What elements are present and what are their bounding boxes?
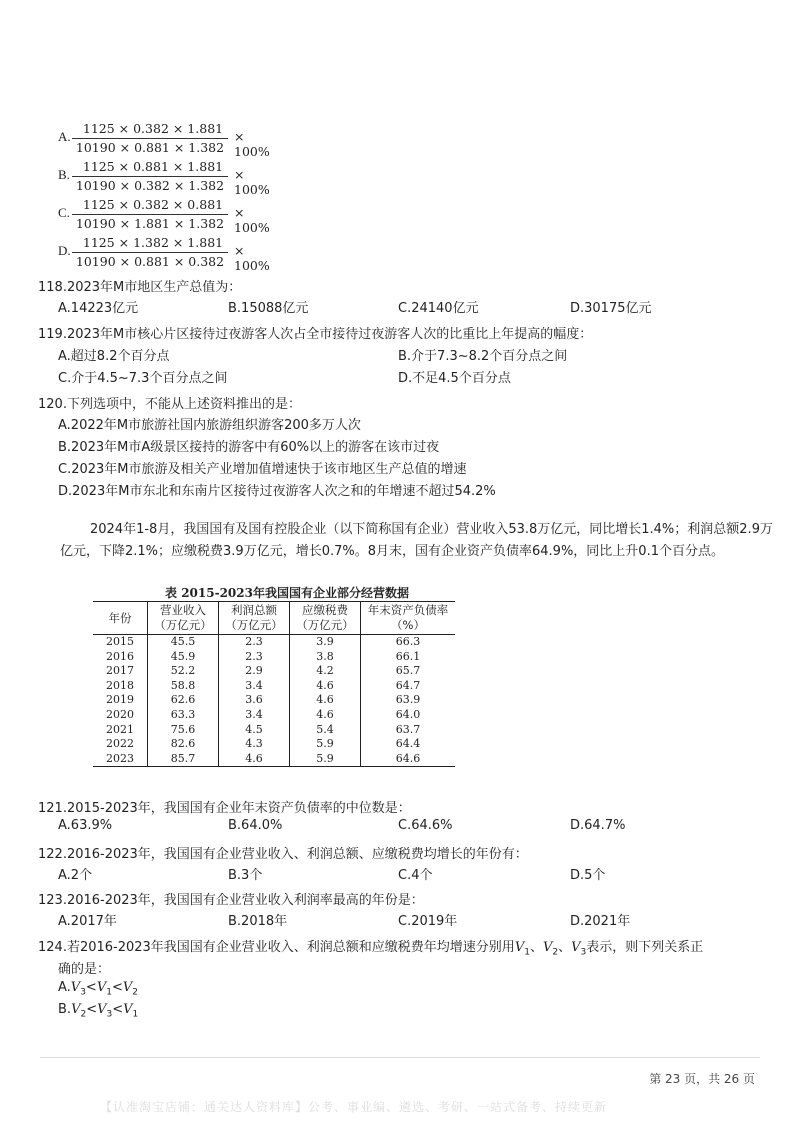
q121-option-c: C.64.6% bbox=[398, 818, 453, 833]
table-cell: 5.9 bbox=[290, 752, 361, 767]
question-122-stem: 122.2016-2023年，我国国有企业营业收入、利润总额、应缴税费均增长的年份有： bbox=[38, 847, 528, 862]
table-cell: 2015 bbox=[106, 635, 134, 648]
table-cell: 3.8 bbox=[290, 650, 361, 665]
table-cell: 45.9 bbox=[148, 650, 219, 665]
table-cell: 2016 bbox=[106, 649, 134, 663]
table-cell: 4.2 bbox=[290, 664, 361, 679]
table-row bbox=[93, 650, 455, 665]
table-cell: 4.3 bbox=[219, 737, 290, 752]
q124-option-b: $B.V_2<V_3<V_1$ bbox=[58, 1002, 139, 1020]
table-cell: 4.6 bbox=[219, 752, 290, 767]
header-year: 年份 bbox=[93, 602, 148, 635]
q118-option-d: D.30175亿元 bbox=[570, 301, 652, 316]
watermark: 【认准淘宝店铺：通关达人资料库】公考、事业编、遴选、考研、一站式备考、持续更新 bbox=[100, 1100, 608, 1114]
table-cell: 4.6 bbox=[290, 708, 361, 723]
question-119-stem: 119.2023年M市核心片区接待过夜游客人次占全市接待过夜游客人次的比重比上年提高的幅度： bbox=[38, 327, 593, 342]
q123-option-a: A.2017年 bbox=[58, 914, 117, 929]
q122-option-b: B.3个 bbox=[228, 868, 263, 883]
table-cell: 75.6 bbox=[148, 723, 219, 738]
table-cell: 45.5 bbox=[148, 635, 219, 650]
q122-option-d: D.5个 bbox=[570, 868, 606, 883]
table-cell: 82.6 bbox=[148, 737, 219, 752]
table-row bbox=[93, 679, 455, 694]
question-124-stem: 124.若2016-2023年我国国有企业营业收入、利润总额和应缴税费年均增速分别用$V_1$、$V_2$、$V_3$表示，则下列关系正 bbox=[38, 940, 704, 958]
table-row bbox=[93, 737, 455, 752]
question-121-stem: 121.2015-2023年，我国国有企业年末资产负债率的中位数是： bbox=[38, 801, 411, 816]
table-cell: 2023 bbox=[93, 752, 148, 767]
table-cell: 4.5 bbox=[219, 723, 290, 738]
q121-option-b: B.64.0% bbox=[228, 818, 283, 833]
q118-option-a: A.14223亿元 bbox=[58, 301, 139, 316]
table-cell: 3.4 bbox=[219, 708, 290, 723]
table-cell: 66.3 bbox=[361, 635, 456, 650]
q119-option-d: D.不足4.5个百分点 bbox=[398, 371, 511, 386]
header-profit: 利润总额 （万亿元） bbox=[219, 602, 290, 635]
table-cell: 64.4 bbox=[361, 737, 456, 752]
table-row bbox=[93, 664, 455, 679]
table-row bbox=[93, 708, 455, 723]
table-cell: 2.3 bbox=[219, 635, 290, 650]
q120-option-a: A.2022年M市旅游社国内旅游组织游客200多万人次 bbox=[58, 418, 361, 433]
q119-option-b: B.介于7.3~8.2个百分点之间 bbox=[398, 349, 568, 364]
table-cell: 2018 bbox=[106, 678, 134, 692]
table-cell: 62.6 bbox=[148, 693, 219, 708]
table-row bbox=[93, 752, 455, 767]
table-title: 表 2015-2023年我国国有企业部分经营数据 bbox=[165, 586, 409, 600]
q123-option-d: D.2021年 bbox=[570, 914, 631, 929]
table-cell: 2020 bbox=[106, 707, 134, 721]
q119-option-a: A.超过8.2个百分点 bbox=[58, 349, 170, 364]
table-row bbox=[93, 693, 455, 708]
header-debt-ratio: 年末资产负债率 （%） bbox=[361, 602, 456, 635]
data-table bbox=[93, 601, 455, 767]
q122-option-a: A.2个 bbox=[58, 868, 93, 883]
table-cell: 3.4 bbox=[219, 679, 290, 694]
q121-option-a: A.63.9% bbox=[58, 818, 113, 833]
table-cell: 52.2 bbox=[148, 664, 219, 679]
question-123-stem: 123.2016-2023年，我国国有企业营业收入利润率最高的年份是： bbox=[38, 893, 424, 908]
table-cell: 4.6 bbox=[290, 693, 361, 708]
passage-text: 2024年1-8月，我国国有及国有控股企业（以下简称国有企业）营业收入53.8万亿元，同比增长1.4%；利润总额2.9万亿元，下降2.1%；应缴税费3.9万亿元，增长0.7%。8月末，国有企业资产负债率64.9%，同比上升0.1个百分点。 bbox=[60, 522, 773, 559]
header-revenue: 营业收入 （万亿元） bbox=[148, 602, 219, 635]
header-tax: 应缴税费 （万亿元） bbox=[290, 602, 361, 635]
q118-option-b: B.15088亿元 bbox=[228, 301, 309, 316]
q124-option-a: $A.V_3<V_1<V_2$ bbox=[58, 980, 138, 998]
table-cell: 66.1 bbox=[361, 650, 456, 665]
table-cell: 63.3 bbox=[148, 708, 219, 723]
table-cell: 3.6 bbox=[219, 693, 290, 708]
table-cell: 2.9 bbox=[219, 664, 290, 679]
q119-option-c: C.介于4.5~7.3个百分点之间 bbox=[58, 371, 228, 386]
table-cell: 4.6 bbox=[290, 679, 361, 694]
table-cell: 85.7 bbox=[148, 752, 219, 767]
q121-option-d: D.64.7% bbox=[570, 818, 626, 833]
table-cell: 63.7 bbox=[361, 723, 456, 738]
table-cell: 64.7 bbox=[361, 679, 456, 694]
question-124-stem-line2: 确的是： bbox=[58, 962, 111, 977]
table-cell: 2019 bbox=[106, 693, 134, 707]
table-cell: 58.8 bbox=[148, 679, 219, 694]
q118-option-c: C.24140亿元 bbox=[398, 301, 479, 316]
q120-option-d: D.2023年M市东北和东南片区接待过夜游客人次之和的年增速不超过54.2% bbox=[58, 484, 496, 499]
table-cell: 2022 bbox=[106, 737, 134, 751]
q120-option-c: C.2023年M市旅游及相关产业增加值增速快于该市地区生产总值的增速 bbox=[58, 462, 467, 477]
q123-option-b: B.2018年 bbox=[228, 914, 288, 929]
table-row bbox=[93, 723, 455, 738]
q120-option-b: B.2023年M市A级景区接持的游客中有60%以上的游客在该市过夜 bbox=[58, 440, 440, 455]
page-number: 第 23 页，共 26 页 bbox=[649, 1072, 755, 1086]
table-cell: 64.6 bbox=[361, 752, 456, 767]
table-cell: 3.9 bbox=[290, 635, 361, 650]
table-cell: 5.9 bbox=[290, 737, 361, 752]
footer-divider bbox=[40, 1057, 760, 1058]
q123-option-c: C.2019年 bbox=[398, 914, 458, 929]
table-cell: 2021 bbox=[106, 722, 134, 736]
table-cell: 2.3 bbox=[219, 650, 290, 665]
question-120-stem: 120.下列选项中，不能从上述资料推出的是： bbox=[38, 397, 301, 412]
table-row bbox=[93, 635, 455, 650]
table-cell: 5.4 bbox=[290, 723, 361, 738]
table-cell: 65.7 bbox=[361, 664, 456, 679]
question-118-stem: 118.2023年M市地区生产总值为： bbox=[38, 280, 242, 295]
table-cell: 2017 bbox=[106, 664, 134, 678]
table-cell: 63.9 bbox=[361, 693, 456, 708]
q122-option-c: C.4个 bbox=[398, 868, 433, 883]
table-cell: 64.0 bbox=[361, 708, 456, 723]
